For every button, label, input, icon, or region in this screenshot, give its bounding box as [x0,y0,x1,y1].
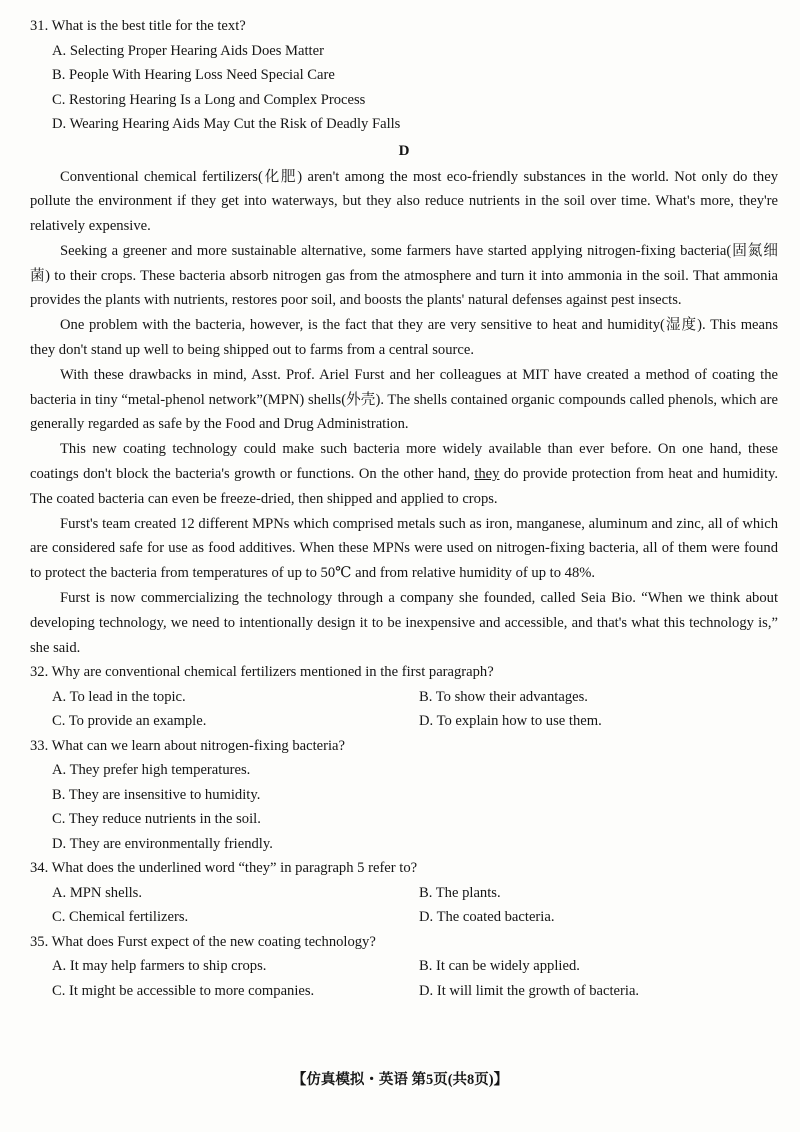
option-a: A. It may help farmers to ship crops. [52,958,267,975]
paragraph-5 [30,437,778,511]
option-d: D. To explain how to use them. [419,713,602,730]
question-stem: 33. What can we learn about nitrogen-fixing bacteria? [30,737,345,754]
option-a: A. MPN shells. [52,884,143,901]
paragraph-5-text-b: do provide protection from heat and humidity. The coated bacteria can even be freeze-dried, then shipped and applied to crops. [30,466,778,507]
option-c: C. Restoring Hearing Is a Long and Complex Process [52,91,366,108]
question-35 [30,930,778,1004]
option-c: C. To provide an example. [52,713,207,730]
exam-page [30,14,778,1003]
question-31 [30,14,778,137]
option-d: D. Wearing Hearing Aids May Cut the Risk of Deadly Falls [52,116,401,132]
paragraph-2: Seeking a greener and more sustainable alternative, some farmers have started applying nitrogen-fixing bacteria(固氮细菌) to their crops. These bacteria absorb nitrogen gas from the atmosphere and turn it into ammonia in the soil. That ammonia provides the plants with nutrients, restores poor soil, and boosts the plants' natural defenses against pest insects. [30,242,778,309]
option-d: D. It will limit the growth of bacteria. [419,982,640,999]
option-b: B. The plants. [419,884,501,901]
option-a: A. They prefer high temperatures. [52,762,251,779]
paragraph-4: With these drawbacks in mind, Asst. Prof. Ariel Furst and her colleagues at MIT have created a method of coating the bacteria in tiny “metal-phenol network”(MPN) shells(外壳). The shells contained organic compounds called phenols, which are generally regarded as safe by the Food and Drug Administration. [30,366,778,433]
option-d: D. The coated bacteria. [419,909,555,926]
paragraph-3: One problem with the bacteria, however, is the fact that they are very sensitive to heat and humidity(湿度). This means they don't stand up well to being shipped out to farms from a central source. [30,317,778,359]
option-c: C. It might be accessible to more companies. [52,982,315,999]
option-c: C. They reduce nutrients in the soil. [52,811,261,828]
option-b: B. People With Hearing Loss Need Special Care [52,67,335,83]
question-stem: 35. What does Furst expect of the new coating technology? [30,933,376,950]
option-c: C. Chemical fertilizers. [52,909,189,926]
question-stem: 34. What does the underlined word “they” in paragraph 5 refer to? [30,860,418,877]
question-stem: 32. Why are conventional chemical fertilizers mentioned in the first paragraph? [30,664,494,681]
paragraph-7: Furst is now commercializing the technology through a company she founded, called Seia Bio. “When we think about developing technology, we need to intentionally design it to be inexpensive and accessible, and that's what this technology is,” she said. [30,590,778,656]
option-d: D. They are environmentally friendly. [52,835,273,852]
page-footer: 【仿真模拟・英语 第5页(共8页)】 [291,1072,509,1088]
underlined-word-they: they [474,466,500,483]
paragraph-6: Furst's team created 12 different MPNs which comprised metals such as iron, manganese, aluminum and zinc, all of which are considered safe for use as food additives. When these MPNs were used on nitrogen-fixing bacteria, all of them were found to protect the bacteria from temperatures of up to 50℃ and from relative humidity of up to 48%. [30,515,778,582]
option-b: B. It can be widely applied. [419,958,580,975]
option-b: B. To show their advantages. [419,688,588,705]
paragraph-1: Conventional chemical fertilizers(化肥) aren't among the most eco-friendly substances in the world. Not only do they pollute the environment if they get into waterways, but they also reduce nutrients in the soil over time. What's more, they're relatively expensive. [30,168,778,235]
option-a: A. To lead in the topic. [52,688,186,705]
option-b: B. They are insensitive to humidity. [52,786,261,803]
paragraph-5-text-a: This new coating technology could make such bacteria more widely available than ever before. On one hand, these coatings don't block the bacteria's growth or functions. On the other hand, [30,441,778,483]
question-34 [30,856,778,930]
question-33 [30,734,778,857]
passage-heading: D [398,142,410,159]
question-stem: 31. What is the best title for the text? [30,18,246,34]
option-a: A. Selecting Proper Hearing Aids Does Matter [52,42,324,59]
question-32 [30,660,778,734]
